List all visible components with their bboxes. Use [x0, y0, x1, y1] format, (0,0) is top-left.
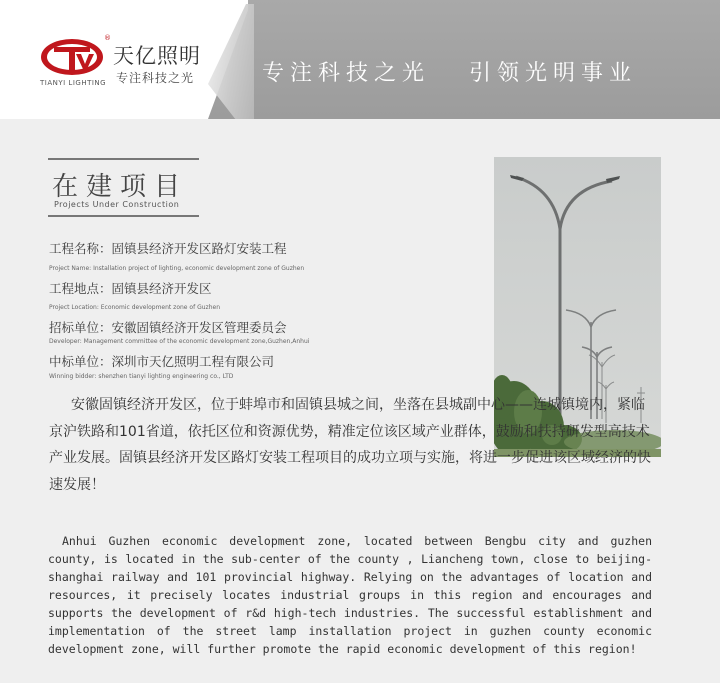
brand-slogan: 专注科技之光 — [116, 71, 195, 85]
header-banner — [0, 0, 720, 119]
header-slogan: 专注科技之光 引领光明事业 — [262, 61, 637, 86]
section-title-en: Projects Under Construction — [54, 200, 180, 209]
description-zh-text: 安徽固镇经济开发区，位于蚌埠市和固镇县城之间，坐落在县城副中心——连城镇境内，紧临京沪铁路和101省道，依托区位和资源优势，精准定位该区域产业群体，鼓励和扶持研发型高技术产业发展。固镇县经济开发区路灯安装工程项目的成功立项与实施，将进一步促进该区域经济的快速发展！ — [49, 397, 651, 493]
project-location-en: Project Location: Economic development zone of Guzhen — [49, 304, 220, 311]
description-zh — [49, 392, 655, 498]
project-name-en: Project Name: Installation project of lighting, economic development zone of Guzhen — [49, 265, 305, 272]
registered-mark: ® — [104, 34, 111, 42]
project-name: 工程名称：固镇县经济开发区路灯安装工程 — [49, 241, 287, 256]
brand-name: 天亿照明 — [113, 44, 201, 68]
section-title — [48, 158, 199, 217]
project-bidder: 中标单位：深圳市天亿照明工程有限公司 — [49, 354, 275, 369]
description-en-text: Anhui Guzhen economic development zone, located between Bengbu city and guzhen county, is located in the sub-center of the county , Liancheng town, close to beijing-shanghai railway and 101 provincial highway. Relying on the advantages of location and resources, it precisely locates industrial groups in this region and encourages and supports the development of r&d high-tech industries. The successful establishment and implementation of the street lamp installation project in guzhen county economic development zone, will further promote the rapid economic development of this region! — [48, 534, 652, 656]
project-developer-en: Developer: Management committee of the economic development zone,Guzhen,Anhui — [49, 338, 310, 345]
project-bidder-en: Winning bidder: shenzhen tianyi lighting engineering co., LTD — [49, 373, 234, 380]
tianyi-logo-icon — [40, 37, 104, 77]
brand-english-name: TIANYI LIGHTING — [40, 79, 107, 87]
project-location: 工程地点：固镇县经济开发区 — [49, 281, 212, 296]
description-en — [48, 532, 652, 658]
project-developer: 招标单位：安徽固镇经济开发区管理委员会 — [49, 320, 287, 335]
section-title-zh: 在建项目 — [52, 172, 189, 202]
